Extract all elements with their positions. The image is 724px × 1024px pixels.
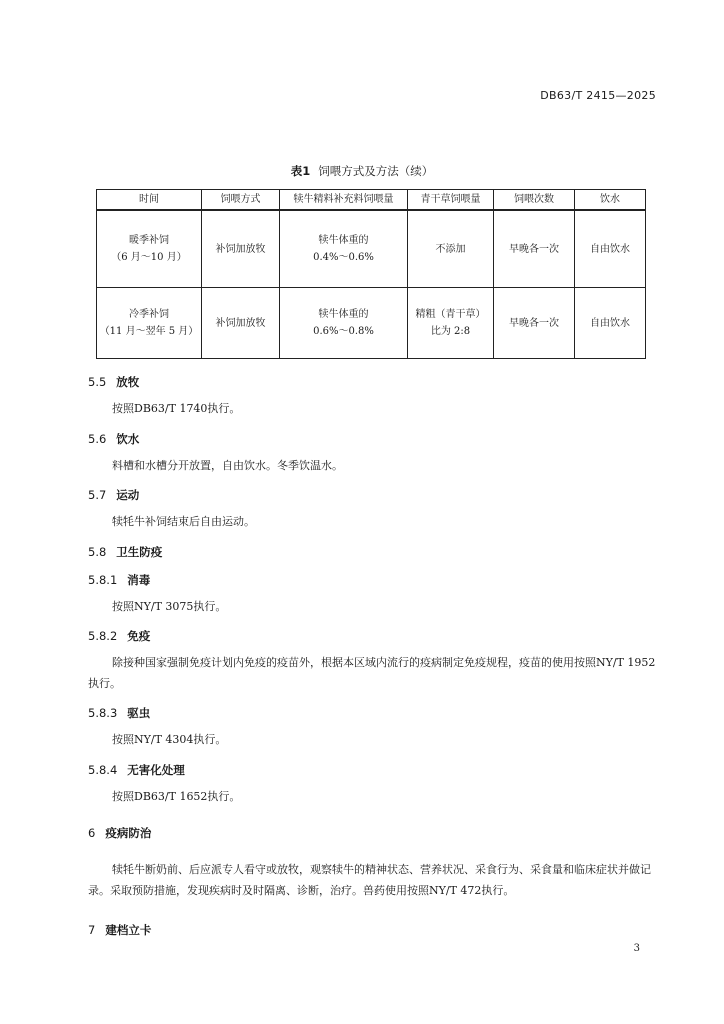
section-body: 犊牦牛补饲结束后自由运动。 bbox=[112, 515, 255, 528]
column-header: 犊牛精料补充料饲喂量 bbox=[280, 190, 408, 211]
section-heading: 5.8 卫生防疫 bbox=[88, 545, 163, 559]
cell-times: 早晚各一次 bbox=[494, 288, 575, 359]
table-caption-title: 饲喂方式及方法（续） bbox=[318, 164, 434, 178]
cell-concentrate: 犊牛体重的 0.6%～0.8% bbox=[280, 288, 408, 359]
section-body: 按照NY/T 3075执行。 bbox=[112, 600, 227, 613]
section-heading: 5.8.3 驱虫 bbox=[88, 706, 151, 720]
cell-hay: 精粗（青干草） 比为 2:8 bbox=[408, 288, 494, 359]
section-heading: 6 疫病防治 bbox=[88, 826, 152, 840]
section-body: 按照DB63/T 1740执行。 bbox=[112, 402, 241, 415]
cell-method: 补饲加放牧 bbox=[202, 288, 280, 359]
table-row bbox=[97, 288, 646, 359]
section-body: 除接种国家强制免疫计划内免疫的疫苗外，根据本区域内流行的疫病制定免疫规程，疫苗的使用按照NY/T 1952执行。 bbox=[88, 656, 656, 690]
section-heading: 5.7 运动 bbox=[88, 488, 140, 502]
section-heading: 5.8.2 免疫 bbox=[88, 629, 151, 643]
standard-code: DB63/T 2415—2025 bbox=[540, 89, 656, 102]
section-body: 按照DB63/T 1652执行。 bbox=[112, 790, 241, 803]
section-body: 料槽和水槽分开放置，自由饮水。冬季饮温水。 bbox=[112, 459, 343, 472]
cell-water: 自由饮水 bbox=[575, 288, 646, 359]
section-body: 犊牦牛断奶前、后应派专人看守或放牧，观察犊牛的精神状态、营养状况、采食行为、采食量和临床症状并做记录。采取预防措施，发现疾病时及时隔离、诊断，治疗。兽药使用按照NY/T 472执行。 bbox=[88, 863, 651, 897]
section-heading: 5.8.4 无害化处理 bbox=[88, 763, 185, 777]
column-header: 饮水 bbox=[575, 190, 646, 211]
table-caption bbox=[0, 163, 724, 179]
page-number: 3 bbox=[633, 943, 640, 954]
cell-period: 暖季补饲 （6 月～10 月） bbox=[97, 210, 202, 288]
section-heading: 7 建档立卡 bbox=[88, 923, 152, 937]
section-heading: 5.5 放牧 bbox=[88, 375, 140, 389]
table-row bbox=[97, 210, 646, 288]
cell-period: 冷季补饲 （11 月～翌年 5 月） bbox=[97, 288, 202, 359]
cell-method: 补饲加放牧 bbox=[202, 210, 280, 288]
table-header-row bbox=[97, 190, 646, 211]
column-header: 时间 bbox=[97, 190, 202, 211]
cell-hay: 不添加 bbox=[408, 210, 494, 288]
section-heading: 5.6 饮水 bbox=[88, 432, 140, 446]
column-header: 青干草饲喂量 bbox=[408, 190, 494, 211]
section-heading: 5.8.1 消毒 bbox=[88, 573, 151, 587]
cell-concentrate: 犊牛体重的 0.4%～0.6% bbox=[280, 210, 408, 288]
cell-times: 早晚各一次 bbox=[494, 210, 575, 288]
cell-water: 自由饮水 bbox=[575, 210, 646, 288]
section-body: 按照NY/T 4304执行。 bbox=[112, 733, 227, 746]
column-header: 饲喂次数 bbox=[494, 190, 575, 211]
feeding-table bbox=[96, 189, 646, 359]
column-header: 饲喂方式 bbox=[202, 190, 280, 211]
table-caption-number: 表1 bbox=[290, 164, 311, 178]
